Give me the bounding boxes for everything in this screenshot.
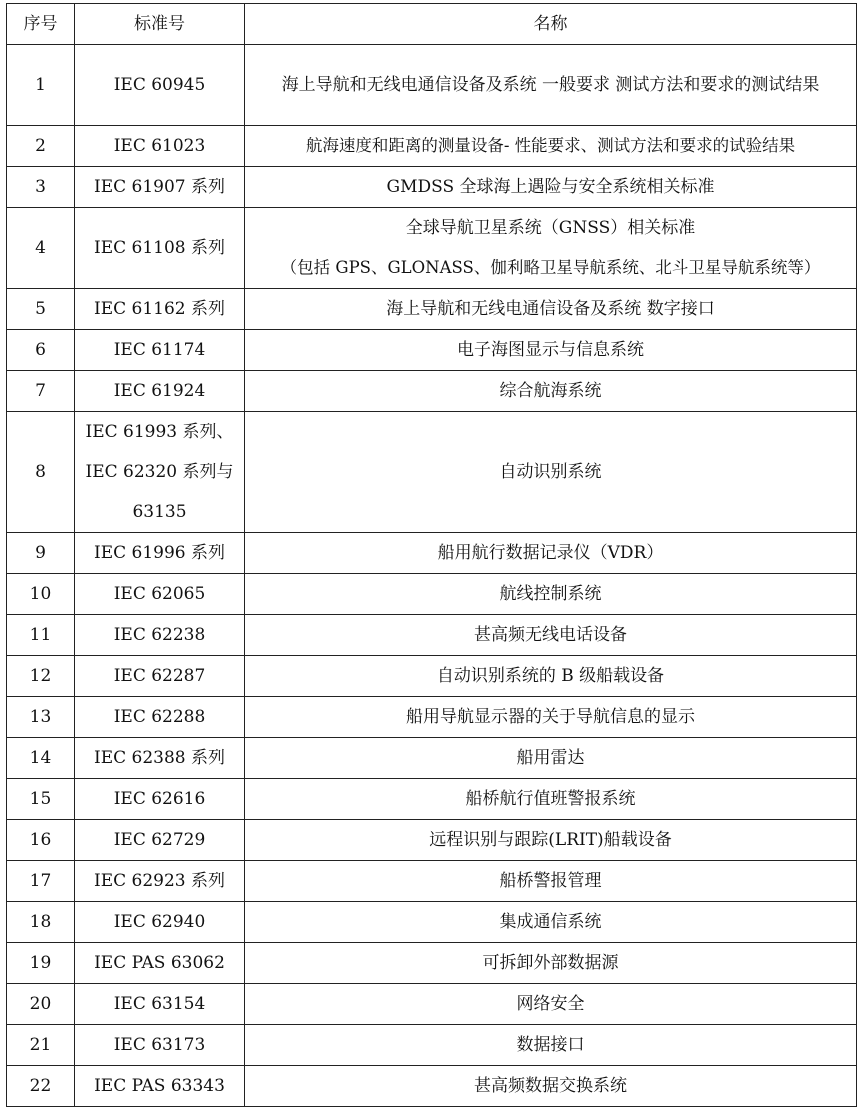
table-row [7,1066,857,1107]
cell-name: 船桥航行值班警报系统 [245,779,857,820]
table-row [7,943,857,984]
cell-name: 甚高频数据交换系统 [245,1066,857,1107]
cell-standard [75,412,245,533]
header-standard-number: 标准号 [75,4,245,45]
standards-table [6,3,857,1107]
cell-name: 综合航海系统 [245,371,857,412]
cell-serial: 4 [7,208,75,289]
cell-name: 航线控制系统 [245,574,857,615]
cell-serial: 11 [7,615,75,656]
cell-standard: IEC 61907 系列 [75,167,245,208]
cell-standard: IEC 62388 系列 [75,738,245,779]
cell-standard: IEC 62288 [75,697,245,738]
cell-standard: IEC 63154 [75,984,245,1025]
cell-name: 自动识别系统的 B 级船载设备 [245,656,857,697]
cell-name: 电子海图显示与信息系统 [245,330,857,371]
cell-name: 自动识别系统 [245,412,857,533]
cell-standard: IEC 62923 系列 [75,861,245,902]
cell-serial: 18 [7,902,75,943]
cell-name: GMDSS 全球海上遇险与安全系统相关标准 [245,167,857,208]
cell-name: 船用航行数据记录仪（VDR） [245,533,857,574]
table-row [7,330,857,371]
table-row [7,902,857,943]
cell-name: 可拆卸外部数据源 [245,943,857,984]
cell-standard: IEC PAS 63062 [75,943,245,984]
cell-standard: IEC 61996 系列 [75,533,245,574]
cell-standard: IEC 62065 [75,574,245,615]
cell-name: 集成通信系统 [245,902,857,943]
header-row [7,4,857,45]
cell-serial: 2 [7,126,75,167]
cell-name: 船用雷达 [245,738,857,779]
cell-serial: 3 [7,167,75,208]
cell-name: 船桥警报管理 [245,861,857,902]
cell-standard: IEC 62287 [75,656,245,697]
cell-standard: IEC 63173 [75,1025,245,1066]
table-row [7,779,857,820]
table-row [7,615,857,656]
cell-serial: 1 [7,45,75,126]
cell-serial: 17 [7,861,75,902]
cell-serial: 10 [7,574,75,615]
cell-serial: 13 [7,697,75,738]
cell-name: 海上导航和无线电通信设备及系统 数字接口 [245,289,857,330]
cell-standard: IEC 62940 [75,902,245,943]
cell-name: 远程识别与跟踪(LRIT)船载设备 [245,820,857,861]
cell-name: 甚高频无线电话设备 [245,615,857,656]
cell-serial: 7 [7,371,75,412]
cell-standard: IEC 60945 [75,45,245,126]
cell-standard: IEC 61174 [75,330,245,371]
table-row [7,208,857,289]
cell-name: 数据接口 [245,1025,857,1066]
table-row [7,820,857,861]
cell-serial: 14 [7,738,75,779]
cell-serial: 12 [7,656,75,697]
table-row [7,1025,857,1066]
header-name: 名称 [245,4,857,45]
table-row [7,289,857,330]
cell-serial: 22 [7,1066,75,1107]
cell-standard-line: IEC 61993 系列、 [85,422,234,442]
cell-standard: IEC 62616 [75,779,245,820]
table-row [7,533,857,574]
cell-serial: 20 [7,984,75,1025]
cell-serial: 19 [7,943,75,984]
cell-standard: IEC PAS 63343 [75,1066,245,1107]
cell-name-line: 全球导航卫星系统（GNSS）相关标准 [405,218,696,238]
table-row [7,126,857,167]
table-row [7,738,857,779]
cell-standard: IEC 61108 系列 [75,208,245,289]
cell-standard-line: 63135 [132,502,187,522]
cell-name-line: （包括 GPS、GLONASS、伽利略卫星导航系统、北斗卫星导航系统等） [280,258,821,277]
cell-name: 网络安全 [245,984,857,1025]
table-row [7,574,857,615]
table-row [7,412,857,533]
cell-standard: IEC 61924 [75,371,245,412]
table-row [7,167,857,208]
cell-serial: 21 [7,1025,75,1066]
table-row [7,984,857,1025]
table-row [7,861,857,902]
cell-name: 航海速度和距离的测量设备- 性能要求、测试方法和要求的试验结果 [245,126,857,167]
cell-name [245,208,857,289]
cell-serial: 5 [7,289,75,330]
cell-standard: IEC 61162 系列 [75,289,245,330]
table-row [7,371,857,412]
cell-name: 海上导航和无线电通信设备及系统 一般要求 测试方法和要求的测试结果 [245,45,857,126]
cell-standard: IEC 62729 [75,820,245,861]
cell-serial: 15 [7,779,75,820]
table-row [7,697,857,738]
header-serial-number: 序号 [7,4,75,45]
cell-serial: 9 [7,533,75,574]
table-row [7,45,857,126]
cell-standard: IEC 62238 [75,615,245,656]
cell-standard: IEC 61023 [75,126,245,167]
table-row [7,656,857,697]
cell-standard-line: IEC 62320 系列与 [85,462,234,482]
cell-serial: 6 [7,330,75,371]
cell-serial: 8 [7,412,75,533]
cell-name: 船用导航显示器的关于导航信息的显示 [245,697,857,738]
cell-serial: 16 [7,820,75,861]
